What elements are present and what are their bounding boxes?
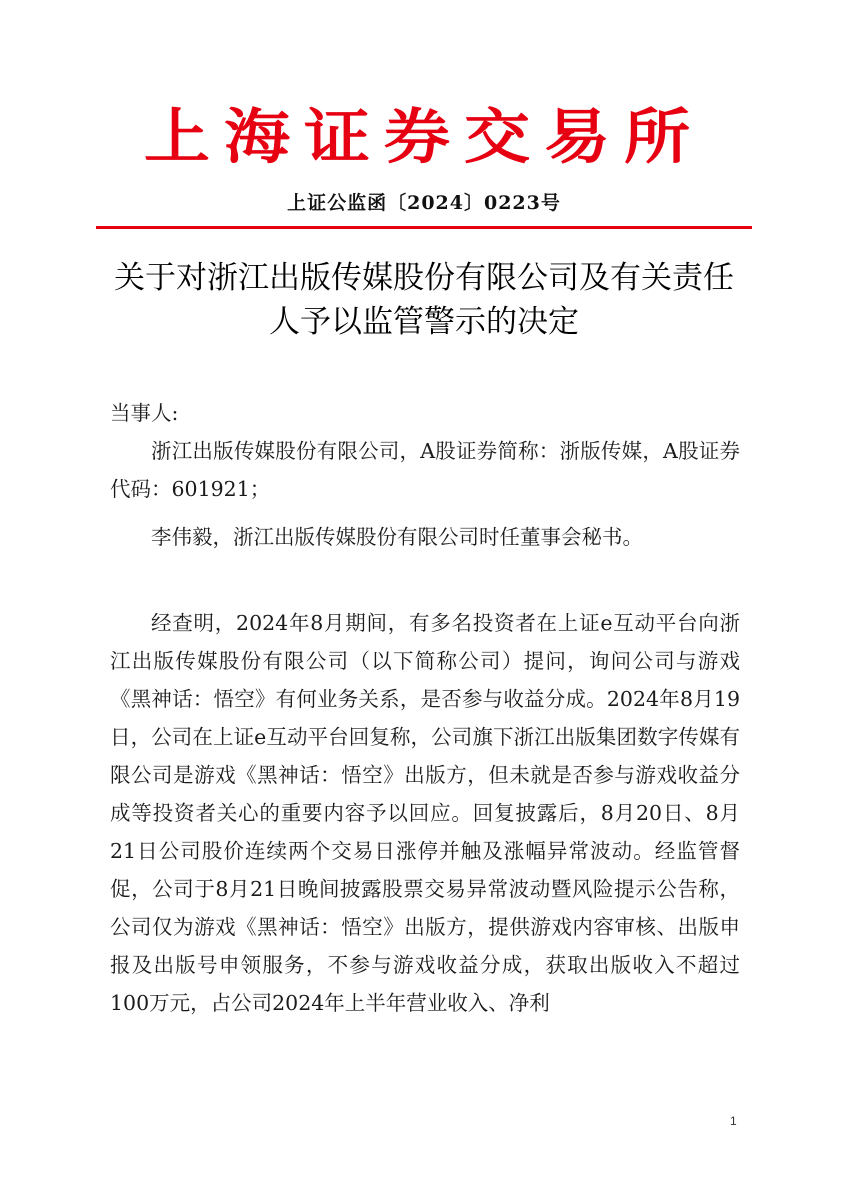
document-number: 上证公监函〔2024〕0223号 xyxy=(287,192,561,214)
red-divider xyxy=(96,226,752,229)
document-title-line-1: 关于对浙江出版传媒股份有限公司及有关责任 xyxy=(114,260,734,296)
findings-paragraph: 经查明，2024年8月期间，有多名投资者在上证e互动平台向浙江出版传媒股份有限公司（以下简称公司）提问，询问公司与游戏《黑神话：悟空》有何业务关系，是否参与收益分成。2024年8月19日，公司在上证e互动平台回复称，公司旗下浙江出版集团数字传媒有限公司是游戏《黑神话：悟空》出版方，但未就是否参与游戏收益分成等投资者关心的重要内容予以回应。回复披露后，8月20日、8月21日公司股价连续两个交易日涨停并触及涨幅异常波动。经监管督促，公司于8月21日晚间披露股票交易异常波动暨风险提示公告称，公司仅为游戏《黑神话：悟空》出版方，提供游戏内容审核、出版申报及出版号申领服务，不参与游戏收益分成，获取出版收入不超过100万元，占公司2024年上半年营业收入、净利 xyxy=(110,611,740,1015)
document-title xyxy=(96,256,752,344)
parties-label: 当事人: xyxy=(110,401,179,425)
issuer-title: 上海证券交易所 xyxy=(144,101,704,173)
page-number: 1 xyxy=(730,1114,737,1128)
document-title-line-2: 人予以监管警示的决定 xyxy=(269,304,579,340)
party-secretary: 李伟毅，浙江出版传媒股份有限公司时任董事会秘书。 xyxy=(151,525,643,549)
party-company: 浙江出版传媒股份有限公司，A股证券简称：浙版传媒，A股证券代码：601921； xyxy=(110,439,740,501)
